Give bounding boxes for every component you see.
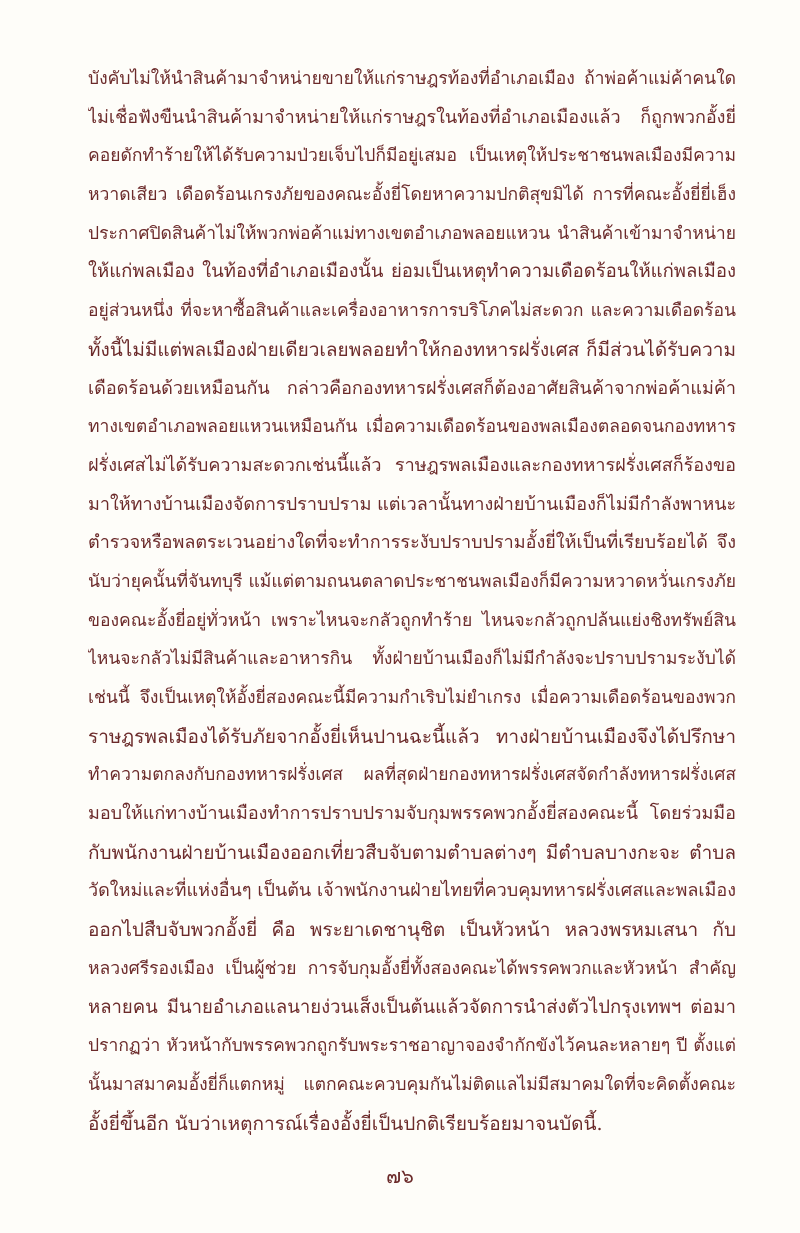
text-line: ทางเขตอำเภอพลอยแหวนเหมือนกัน เมื่อความเดือดร้อนของพลเมืองตลอดจนกองทหาร bbox=[88, 417, 736, 438]
text-line: คอยดักทำร้ายให้ได้รับความป่วยเจ็บไปก็มีอยู่เสมอ เป็นเหตุให้ประชาชนพลเมืองมีความ bbox=[88, 146, 736, 167]
text-line: วัดใหม่และที่แห่งอื่นๆ เป็นต้น เจ้าพนักงานฝ่ายไทยที่ควบคุมทหารฝรั่งเศสและพลเมือง bbox=[88, 880, 736, 902]
text-line: มาให้ทางบ้านเมืองจัดการปราบปราม แต่เวลานั้นทางฝ่ายบ้านเมืองก็ไม่มีกำลังพาหนะ bbox=[88, 493, 736, 515]
text-line: อยู่ส่วนหนึ่ง ที่จะหาซื้อสินค้าและเครื่องอาหารการบริโภคไม่สะดวก และความเดือดร้อน bbox=[88, 301, 736, 322]
text-line: ทั้งนี้ไม่มีแต่พลเมืองฝ่ายเดียวเลยพลอยทำให้กองทหารฝรั่งเศส ก็มีส่วนได้รับความ bbox=[88, 338, 736, 361]
text-line: นับว่ายุคนั้นที่จันทบุรี แม้แต่ตามถนนตลาดประชาชนพลเมืองก็มีความหวาดหวั่นเกรงภัย bbox=[88, 571, 736, 592]
text-line: หลวงศรีรองเมือง เป็นผู้ช่วย การจับกุมอั้งยี่ทั้งสองคณะได้พรรคพวกและหัวหน้า สำคัญ bbox=[88, 958, 736, 979]
text-line: ทำความตกลงกับกองทหารฝรั่งเศส ผลที่สุดฝ่ายกองทหารฝรั่งเศสจัดกำลังทหารฝรั่งเศส bbox=[88, 765, 736, 786]
text-line: ไม่เชื่อฟังขืนนำสินค้ามาจำหน่ายให้แก่ราษฎรในท้องที่อำเภอเมืองแล้ว ก็ถูกพวกอั้งยี่ bbox=[88, 106, 736, 128]
page-number: ๗๖ bbox=[386, 1164, 414, 1188]
text-line: หลายคน มีนายอำเภอแลนายง่วนเส็งเป็นต้นแล้วจัดการนำส่งตัวไปกรุงเทพฯ ต่อมา bbox=[88, 996, 736, 1018]
text-line: ฝรั่งเศสไม่ได้รับความสะดวกเช่นนี้แล้ว ราษฎรพลเมืองและกองทหารฝรั่งเศสก็ร้องขอ bbox=[88, 454, 736, 476]
text-line: เดือดร้อนด้วยเหมือนกัน กล่าวคือกองทหารฝรั่งเศสก็ต้องอาศัยสินค้าจากพ่อค้าแม่ค้า bbox=[88, 377, 736, 399]
text-line: ราษฎรพลเมืองได้รับภัยจากอั้งยี่เห็นปานฉะนี้แล้ว ทางฝ่ายบ้านเมืองจึงได้ปรึกษา bbox=[88, 725, 736, 748]
text-line: มอบให้แก่ทางบ้านเมืองทำการปราบปรามจับกุมพรรคพวกอั้งยี่สองคณะนี้ โดยร่วมมือ bbox=[88, 803, 736, 825]
text-line: ปรากฏว่า หัวหน้ากับพรรคพวกถูกรับพระราชอาญาจองจำกักขังไว้คนละหลายๆ ปี ตั้งแต่ bbox=[88, 1036, 736, 1057]
text-line: ของคณะอั้งยี่อยู่ทั่วหน้า เพราะไหนจะกลัวถูกทำร้าย ไหนจะกลัวถูกปล้นแย่งชิงทรัพย์สิน bbox=[88, 610, 736, 631]
text-line: เช่นนี้ จึงเป็นเหตุให้อั้งยี่สองคณะนี้มีความกำเริบไม่ยำเกรง เมื่อความเดือดร้อนของพวก bbox=[88, 688, 736, 708]
body-text bbox=[88, 60, 736, 1143]
text-line: กับพนักงานฝ่ายบ้านเมืองออกเที่ยวสืบจับตามตำบลต่างๆ มีตำบลบางกะจะ ตำบล bbox=[88, 841, 736, 864]
text-line: ไหนจะกลัวไม่มีสินค้าและอาหารกิน ทั้งฝ่ายบ้านเมืองก็ไม่มีกำลังจะปราบปรามระงับได้ bbox=[88, 649, 736, 670]
text-line: ให้แก่พลเมือง ในท้องที่อำเภอเมืองนั้น ย่อมเป็นเหตุทำความเดือดร้อนให้แก่พลเมือง bbox=[88, 261, 736, 283]
text-line: ตำรวจหรือพลตระเวนอย่างใดที่จะทำการระงับปราบปรามอั้งยี่ให้เป็นที่เรียบร้อยได้ จึง bbox=[88, 532, 736, 554]
text-line: บังคับไม่ให้นำสินค้ามาจำหน่ายขายให้แก่ราษฎรท้องที่อำเภอเมือง ถ้าพ่อค้าแม่ค้าคนใด bbox=[88, 69, 736, 89]
text-line: ประกาศปิดสินค้าไม่ให้พวกพ่อค้าแม่ทางเขตอำเภอพลอยแหวน นำสินค้าเข้ามาจำหน่าย bbox=[88, 223, 736, 244]
text-line: ออกไปสืบจับพวกอั้งยี่ คือ พระยาเดชานุชิต เป็นหัวหน้า หลวงพรหมเสนา กับ bbox=[88, 919, 736, 942]
text-line: อั้งยี่ขึ้นอีก นับว่าเหตุการณ์เรื่องอั้งยี่เป็นปกติเรียบร้อยมาจนบัดนี้. bbox=[88, 1112, 603, 1135]
text-line: หวาดเสียว เดือดร้อนเกรงภัยของคณะอั้งยี่โดยหาความปกติสุขมิได้ การที่คณะอั้งยี่ยี่เฮ็ง bbox=[88, 185, 736, 206]
text-line: นั้นมาสมาคมอั้งยี่ก็แตกหมู่ แตกคณะควบคุมกันไม่ติดแลไม่มีสมาคมใดที่จะคิดตั้งคณะ bbox=[88, 1074, 736, 1095]
